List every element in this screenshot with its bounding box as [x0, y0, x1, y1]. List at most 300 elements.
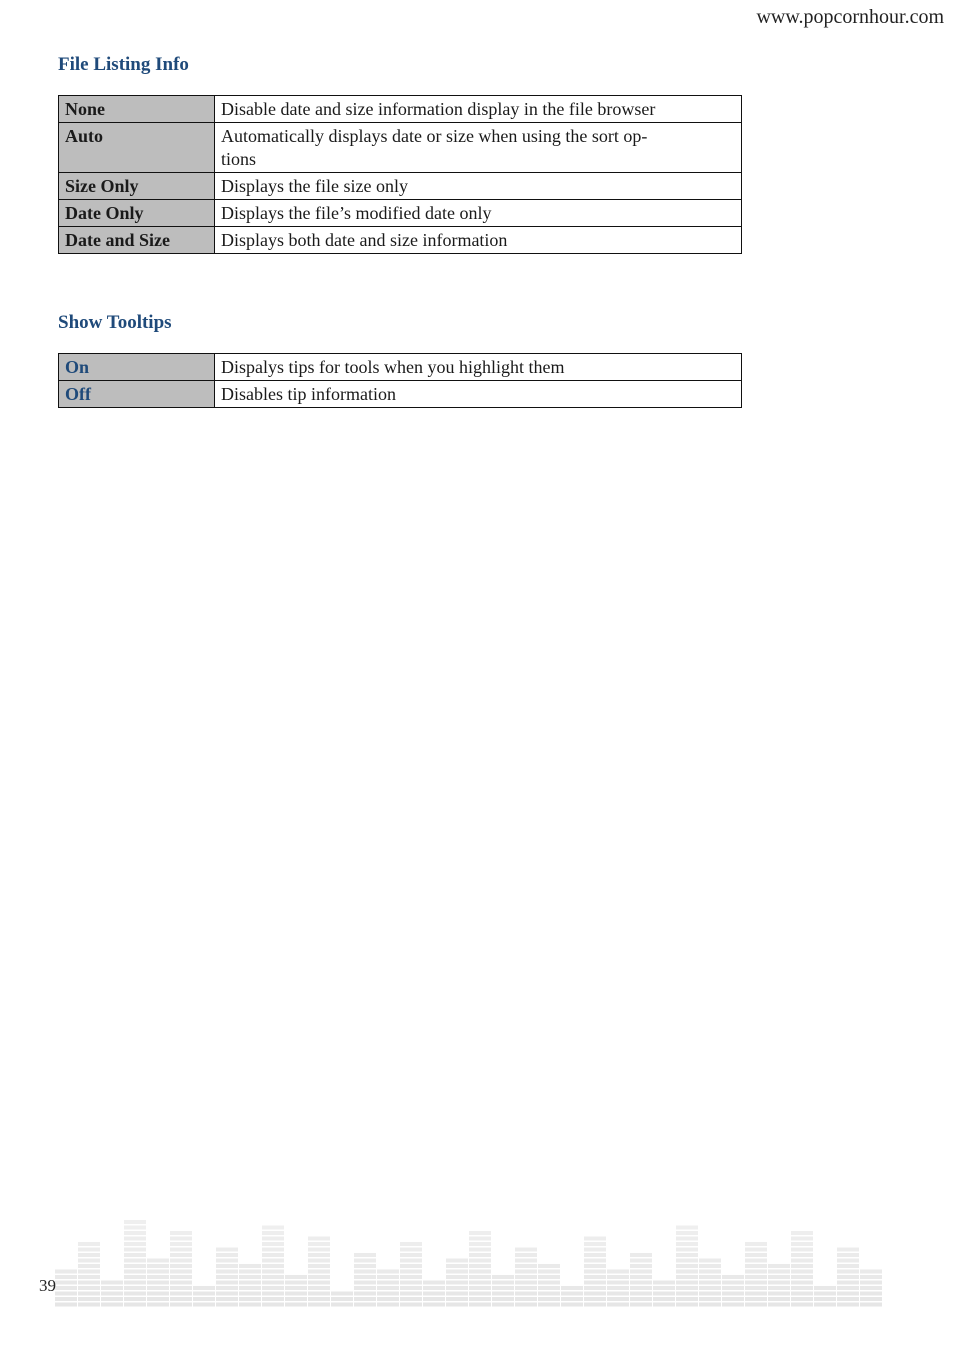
equalizer-segment — [768, 1270, 790, 1274]
option-key: Off — [59, 381, 215, 408]
equalizer-segment — [216, 1275, 238, 1279]
equalizer-segment — [791, 1281, 813, 1285]
site-url: www.popcornhour.com — [756, 6, 944, 28]
equalizer-segment — [515, 1281, 537, 1285]
equalizer-segment — [354, 1286, 376, 1290]
equalizer-segment — [768, 1275, 790, 1279]
equalizer-segment — [147, 1292, 169, 1296]
equalizer-segment — [216, 1303, 238, 1307]
equalizer-segment — [55, 1297, 77, 1301]
equalizer-segment — [170, 1264, 192, 1268]
equalizer-segment — [814, 1286, 836, 1290]
equalizer-segment — [308, 1275, 330, 1279]
equalizer-segment — [262, 1281, 284, 1285]
equalizer-segment — [722, 1303, 744, 1307]
equalizer-segment — [101, 1297, 123, 1301]
equalizer-segment — [78, 1270, 100, 1274]
equalizer-segment — [262, 1242, 284, 1246]
equalizer-segment — [101, 1292, 123, 1296]
equalizer-segment — [584, 1253, 606, 1257]
equalizer-segment — [285, 1297, 307, 1301]
equalizer-segment — [676, 1275, 698, 1279]
equalizer-segment — [354, 1297, 376, 1301]
table-row — [59, 227, 742, 254]
equalizer-segment — [101, 1281, 123, 1285]
equalizer-segment — [561, 1297, 583, 1301]
equalizer-segment — [584, 1303, 606, 1307]
equalizer-segment — [193, 1303, 215, 1307]
equalizer-segment — [331, 1297, 353, 1301]
equalizer-segment — [515, 1303, 537, 1307]
equalizer-segment — [860, 1303, 882, 1307]
equalizer-segment — [492, 1286, 514, 1290]
equalizer-segment — [216, 1264, 238, 1268]
equalizer-segment — [193, 1286, 215, 1290]
equalizer-segment — [676, 1303, 698, 1307]
equalizer-segment — [676, 1226, 698, 1230]
equalizer-segment — [262, 1253, 284, 1257]
equalizer-segment — [78, 1275, 100, 1279]
equalizer-segment — [101, 1286, 123, 1290]
equalizer-segment — [78, 1281, 100, 1285]
equalizer-segment — [285, 1286, 307, 1290]
equalizer-segment — [860, 1297, 882, 1301]
equalizer-segment — [170, 1231, 192, 1235]
equalizer-segment — [814, 1292, 836, 1296]
equalizer-segment — [446, 1270, 468, 1274]
equalizer-segment — [699, 1259, 721, 1263]
equalizer-segment — [308, 1248, 330, 1252]
equalizer-segment — [78, 1297, 100, 1301]
equalizer-segment — [515, 1259, 537, 1263]
equalizer-segment — [377, 1281, 399, 1285]
equalizer-segment — [216, 1253, 238, 1257]
equalizer-segment — [124, 1292, 146, 1296]
equalizer-segment — [147, 1264, 169, 1268]
equalizer-segment — [170, 1303, 192, 1307]
equalizer-segment — [308, 1270, 330, 1274]
equalizer-segment — [745, 1286, 767, 1290]
equalizer-segment — [469, 1275, 491, 1279]
equalizer-segment — [354, 1281, 376, 1285]
equalizer-segment — [791, 1275, 813, 1279]
equalizer-segment — [607, 1297, 629, 1301]
option-description: Displays both date and size information — [215, 227, 742, 254]
equalizer-segment — [423, 1292, 445, 1296]
equalizer-segment — [308, 1264, 330, 1268]
equalizer-segment — [400, 1242, 422, 1246]
equalizer-segment — [354, 1264, 376, 1268]
equalizer-segment — [469, 1264, 491, 1268]
table-row — [59, 200, 742, 227]
section-title-file-listing-info: File Listing Info — [58, 54, 189, 75]
equalizer-segment — [791, 1292, 813, 1296]
equalizer-segment — [676, 1292, 698, 1296]
table-row — [59, 381, 742, 408]
equalizer-segment — [791, 1248, 813, 1252]
equalizer-segment — [630, 1303, 652, 1307]
equalizer-segment — [745, 1297, 767, 1301]
equalizer-segment — [630, 1270, 652, 1274]
equalizer-segment — [584, 1281, 606, 1285]
equalizer-segment — [653, 1281, 675, 1285]
equalizer-segment — [745, 1303, 767, 1307]
equalizer-segment — [515, 1297, 537, 1301]
table-row — [59, 123, 742, 173]
equalizer-segment — [653, 1303, 675, 1307]
equalizer-segment — [561, 1303, 583, 1307]
equalizer-segment — [745, 1270, 767, 1274]
equalizer-segment — [837, 1281, 859, 1285]
equalizer-segment — [285, 1303, 307, 1307]
equalizer-segment — [515, 1248, 537, 1252]
equalizer-segment — [216, 1297, 238, 1301]
equalizer-segment — [262, 1264, 284, 1268]
equalizer-segment — [78, 1248, 100, 1252]
option-description: Disables tip information — [215, 381, 742, 408]
equalizer-segment — [423, 1286, 445, 1290]
equalizer-segment — [55, 1292, 77, 1296]
equalizer-segment — [630, 1292, 652, 1296]
table-row — [59, 96, 742, 123]
equalizer-segment — [538, 1303, 560, 1307]
equalizer-segment — [446, 1275, 468, 1279]
equalizer-segment — [745, 1253, 767, 1257]
equalizer-segment — [722, 1275, 744, 1279]
equalizer-segment — [607, 1281, 629, 1285]
show-tooltips-table — [58, 353, 742, 408]
equalizer-segment — [860, 1292, 882, 1296]
equalizer-segment — [239, 1264, 261, 1268]
equalizer-segment — [722, 1286, 744, 1290]
equalizer-segment — [676, 1253, 698, 1257]
equalizer-segment — [515, 1292, 537, 1296]
equalizer-segment — [653, 1286, 675, 1290]
equalizer-segment — [423, 1281, 445, 1285]
equalizer-segment — [354, 1253, 376, 1257]
equalizer-segment — [55, 1270, 77, 1274]
equalizer-segment — [837, 1275, 859, 1279]
equalizer-segment — [170, 1297, 192, 1301]
equalizer-segment — [377, 1275, 399, 1279]
equalizer-segment — [170, 1237, 192, 1241]
equalizer-segment — [124, 1264, 146, 1268]
equalizer-segment — [607, 1292, 629, 1296]
equalizer-segment — [722, 1292, 744, 1296]
equalizer-segment — [492, 1297, 514, 1301]
equalizer-segment — [515, 1253, 537, 1257]
equalizer-segment — [791, 1297, 813, 1301]
equalizer-segment — [124, 1259, 146, 1263]
equalizer-segment — [262, 1286, 284, 1290]
equalizer-segment — [837, 1270, 859, 1274]
equalizer-segment — [676, 1231, 698, 1235]
equalizer-segment — [308, 1286, 330, 1290]
equalizer-segment — [584, 1237, 606, 1241]
equalizer-segment — [584, 1286, 606, 1290]
option-key: On — [59, 354, 215, 381]
equalizer-segment — [262, 1303, 284, 1307]
option-description: Displays the file size only — [215, 173, 742, 200]
equalizer-segment — [584, 1270, 606, 1274]
equalizer-segment — [837, 1253, 859, 1257]
equalizer-segment — [676, 1270, 698, 1274]
equalizer-segment — [308, 1237, 330, 1241]
equalizer-segment — [584, 1292, 606, 1296]
equalizer-segment — [745, 1264, 767, 1268]
equalizer-segment — [400, 1270, 422, 1274]
equalizer-segment — [147, 1259, 169, 1263]
equalizer-segment — [308, 1292, 330, 1296]
equalizer-segment — [124, 1248, 146, 1252]
equalizer-segment — [147, 1297, 169, 1301]
equalizer-segment — [653, 1297, 675, 1301]
equalizer-segment — [538, 1281, 560, 1285]
equalizer-segment — [791, 1264, 813, 1268]
equalizer-segment — [607, 1275, 629, 1279]
option-description: Dispalys tips for tools when you highlight them — [215, 354, 742, 381]
equalizer-segment — [446, 1286, 468, 1290]
equalizer-segment — [124, 1253, 146, 1257]
equalizer-segment — [239, 1292, 261, 1296]
equalizer-segment — [285, 1281, 307, 1285]
table-row — [59, 354, 742, 381]
equalizer-segment — [676, 1297, 698, 1301]
equalizer-segment — [239, 1281, 261, 1285]
equalizer-segment — [308, 1242, 330, 1246]
equalizer-segment — [331, 1303, 353, 1307]
equalizer-segment — [308, 1253, 330, 1257]
equalizer-segment — [538, 1286, 560, 1290]
equalizer-segment — [538, 1292, 560, 1296]
equalizer-segment — [584, 1248, 606, 1252]
equalizer-segment — [515, 1275, 537, 1279]
equalizer-segment — [308, 1259, 330, 1263]
equalizer-segment — [124, 1281, 146, 1285]
equalizer-segment — [377, 1303, 399, 1307]
equalizer-segment — [699, 1281, 721, 1285]
equalizer-segment — [262, 1248, 284, 1252]
equalizer-segment — [791, 1253, 813, 1257]
page-number: 39 — [39, 1276, 56, 1295]
equalizer-segment — [216, 1248, 238, 1252]
equalizer-segment — [285, 1275, 307, 1279]
equalizer-segment — [400, 1253, 422, 1257]
equalizer-segment — [262, 1259, 284, 1263]
equalizer-segment — [791, 1231, 813, 1235]
equalizer-segment — [262, 1270, 284, 1274]
equalizer-segment — [837, 1303, 859, 1307]
equalizer-segment — [469, 1253, 491, 1257]
option-description: Disable date and size information display in the file browser — [215, 96, 742, 123]
equalizer-segment — [400, 1303, 422, 1307]
equalizer-segment — [216, 1259, 238, 1263]
equalizer-segment — [791, 1237, 813, 1241]
equalizer-segment — [147, 1270, 169, 1274]
equalizer-segment — [768, 1303, 790, 1307]
equalizer-segment — [860, 1275, 882, 1279]
equalizer-segment — [837, 1292, 859, 1296]
equalizer-segment — [584, 1259, 606, 1263]
equalizer-segment — [101, 1303, 123, 1307]
equalizer-segment — [308, 1303, 330, 1307]
equalizer-segment — [699, 1275, 721, 1279]
equalizer-segment — [285, 1292, 307, 1296]
equalizer-segment — [262, 1226, 284, 1230]
equalizer-segment — [676, 1248, 698, 1252]
equalizer-segment — [446, 1264, 468, 1268]
equalizer-segment — [745, 1259, 767, 1263]
equalizer-segment — [699, 1292, 721, 1296]
equalizer-segment — [561, 1286, 583, 1290]
equalizer-segment — [699, 1303, 721, 1307]
equalizer-segment — [446, 1292, 468, 1296]
section-title-show-tooltips: Show Tooltips — [58, 312, 172, 333]
equalizer-segment — [78, 1286, 100, 1290]
equalizer-segment — [768, 1286, 790, 1290]
equalizer-segment — [630, 1281, 652, 1285]
equalizer-segment — [676, 1281, 698, 1285]
equalizer-segment — [400, 1275, 422, 1279]
equalizer-segment — [170, 1275, 192, 1279]
equalizer-segment — [124, 1297, 146, 1301]
equalizer-segment — [630, 1275, 652, 1279]
equalizer-segment — [492, 1281, 514, 1285]
equalizer-segment — [377, 1286, 399, 1290]
option-description: Displays the file’s modified date only — [215, 200, 742, 227]
equalizer-segment — [469, 1248, 491, 1252]
equalizer-segment — [469, 1303, 491, 1307]
equalizer-segment — [216, 1292, 238, 1296]
equalizer-segment — [331, 1292, 353, 1296]
equalizer-segment — [170, 1248, 192, 1252]
option-key: Date and Size — [59, 227, 215, 254]
equalizer-segment — [170, 1253, 192, 1257]
equalizer-segment — [791, 1286, 813, 1290]
equalizer-segment — [837, 1248, 859, 1252]
equalizer-segment — [124, 1231, 146, 1235]
equalizer-segment — [446, 1303, 468, 1307]
equalizer-segment — [78, 1253, 100, 1257]
equalizer-segment — [469, 1242, 491, 1246]
equalizer-segment — [469, 1297, 491, 1301]
equalizer-segment — [538, 1275, 560, 1279]
equalizer-segment — [78, 1264, 100, 1268]
equalizer-segment — [262, 1275, 284, 1279]
equalizer-segment — [239, 1303, 261, 1307]
equalizer-segment — [515, 1286, 537, 1290]
equalizer-segment — [768, 1264, 790, 1268]
equalizer-segment — [515, 1264, 537, 1268]
equalizer-segment — [124, 1286, 146, 1290]
equalizer-segment — [377, 1297, 399, 1301]
equalizer-segment — [239, 1270, 261, 1274]
equalizer-segment — [699, 1264, 721, 1268]
equalizer-segment — [446, 1281, 468, 1285]
equalizer-segment — [538, 1297, 560, 1301]
equalizer-segment — [837, 1286, 859, 1290]
equalizer-segment — [768, 1281, 790, 1285]
option-key: None — [59, 96, 215, 123]
equalizer-segment — [630, 1253, 652, 1257]
equalizer-segment — [722, 1297, 744, 1301]
equalizer-segment — [791, 1270, 813, 1274]
equalizer-segment — [607, 1286, 629, 1290]
equalizer-segment — [446, 1297, 468, 1301]
equalizer-segment — [423, 1297, 445, 1301]
equalizer-segment — [768, 1292, 790, 1296]
equalizer-segment — [400, 1292, 422, 1296]
equalizer-segment — [354, 1259, 376, 1263]
equalizer-segment — [124, 1237, 146, 1241]
equalizer-segment — [860, 1270, 882, 1274]
equalizer-segment — [262, 1297, 284, 1301]
equalizer-segment — [469, 1292, 491, 1296]
equalizer-segment — [147, 1303, 169, 1307]
equalizer-segment — [607, 1270, 629, 1274]
equalizer-segment — [630, 1259, 652, 1263]
equalizer-segment — [400, 1264, 422, 1268]
equalizer-segment — [400, 1259, 422, 1263]
equalizer-segment — [469, 1281, 491, 1285]
equalizer-segment — [400, 1286, 422, 1290]
equalizer-segment — [55, 1303, 77, 1307]
equalizer-segment — [791, 1303, 813, 1307]
equalizer-segment — [170, 1286, 192, 1290]
equalizer-segment — [124, 1242, 146, 1246]
equalizer-segment — [147, 1275, 169, 1279]
equalizer-segment — [492, 1303, 514, 1307]
equalizer-segment — [469, 1286, 491, 1290]
equalizer-segment — [124, 1226, 146, 1230]
equalizer-segment — [584, 1275, 606, 1279]
equalizer-segment — [55, 1286, 77, 1290]
equalizer-segment — [745, 1248, 767, 1252]
equalizer-segment — [653, 1292, 675, 1296]
equalizer-segment — [400, 1281, 422, 1285]
equalizer-segment — [814, 1303, 836, 1307]
equalizer-segment — [630, 1297, 652, 1301]
equalizer-segment — [216, 1281, 238, 1285]
equalizer-segment — [170, 1259, 192, 1263]
equalizer-segment — [745, 1275, 767, 1279]
equalizer-bars-decoration — [55, 1168, 900, 1314]
equalizer-segment — [676, 1237, 698, 1241]
equalizer-segment — [538, 1264, 560, 1268]
option-key: Date Only — [59, 200, 215, 227]
equalizer-segment — [814, 1297, 836, 1301]
equalizer-segment — [423, 1303, 445, 1307]
equalizer-segment — [193, 1297, 215, 1301]
equalizer-segment — [584, 1242, 606, 1246]
equalizer-segment — [262, 1237, 284, 1241]
equalizer-segment — [630, 1264, 652, 1268]
equalizer-segment — [216, 1286, 238, 1290]
option-key: Auto — [59, 123, 215, 173]
equalizer-segment — [78, 1292, 100, 1296]
equalizer-segment — [699, 1286, 721, 1290]
equalizer-segment — [492, 1292, 514, 1296]
equalizer-segment — [377, 1292, 399, 1296]
equalizer-segment — [308, 1281, 330, 1285]
equalizer-segment — [354, 1270, 376, 1274]
equalizer-segment — [676, 1264, 698, 1268]
equalizer-segment — [78, 1242, 100, 1246]
equalizer-segment — [124, 1303, 146, 1307]
equalizer-segment — [745, 1242, 767, 1246]
equalizer-segment — [630, 1286, 652, 1290]
equalizer-segment — [515, 1270, 537, 1274]
